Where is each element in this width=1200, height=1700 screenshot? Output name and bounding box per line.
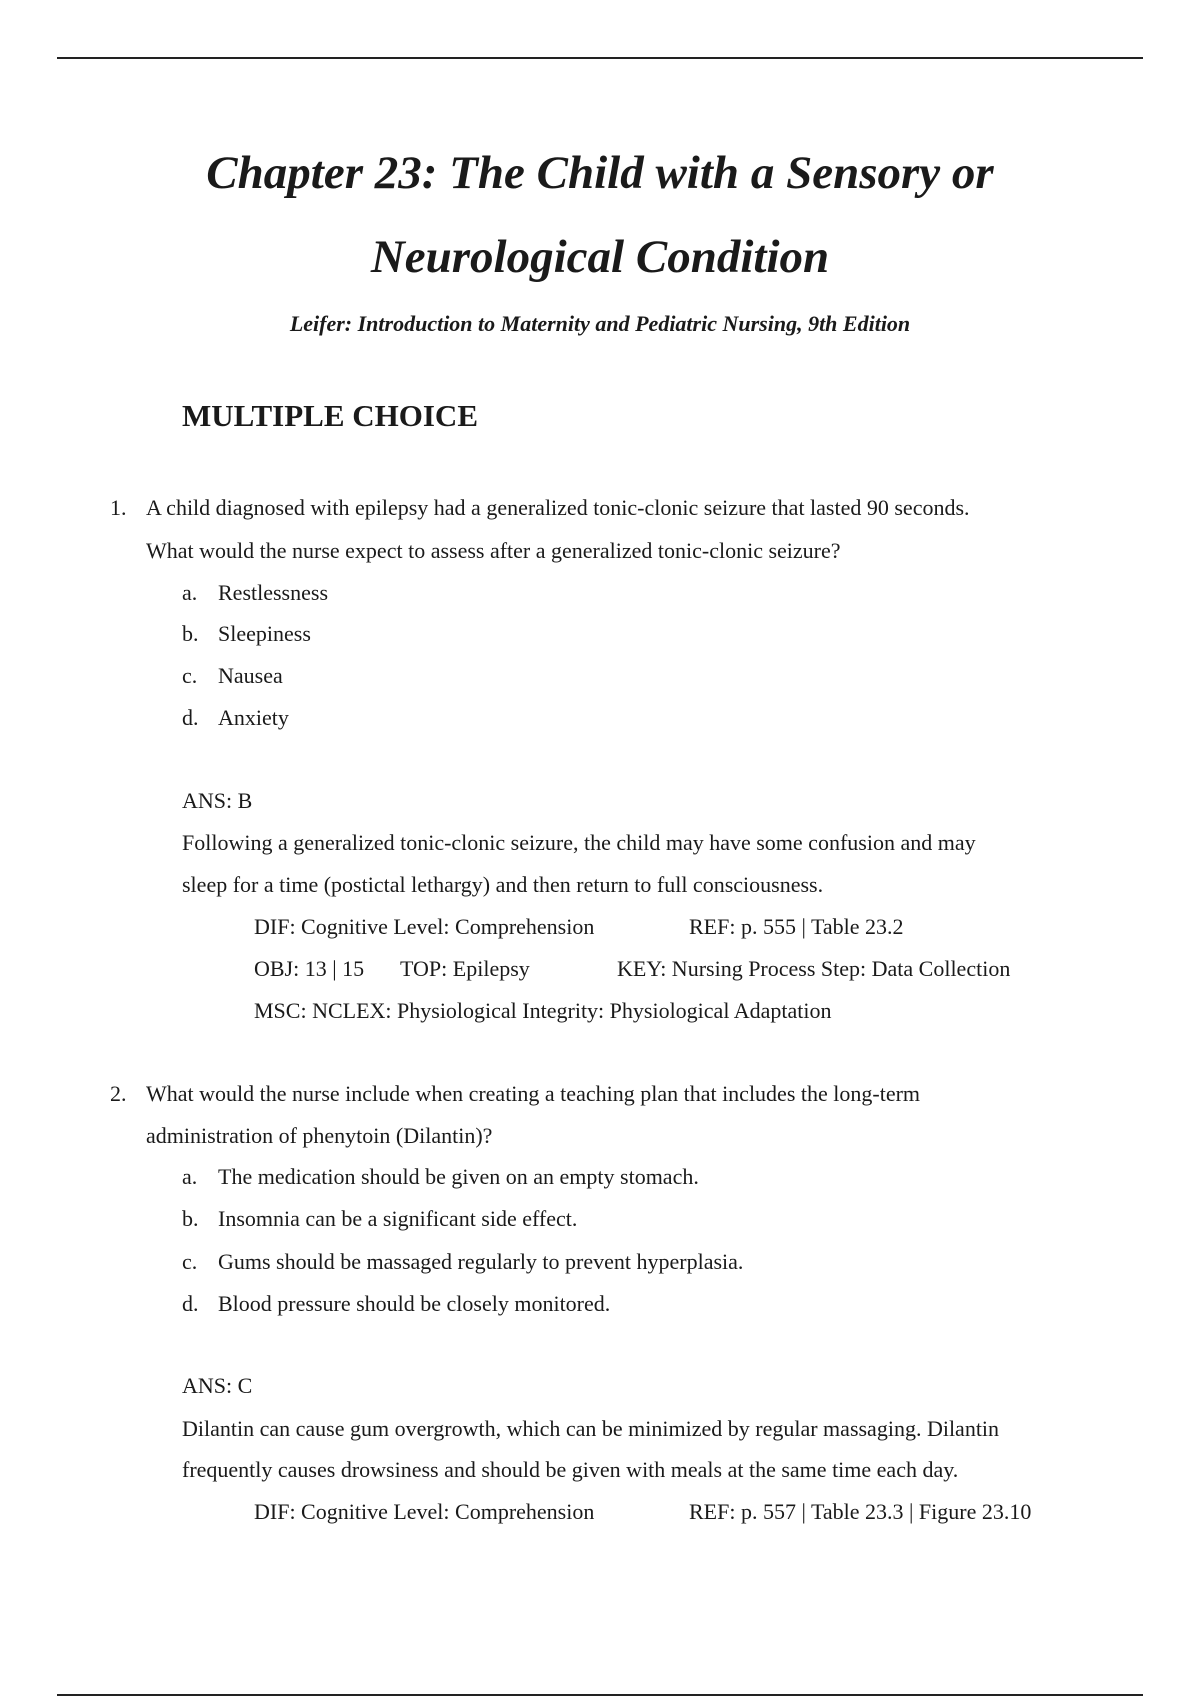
rationale: Dilantin can cause gum overgrowth, which can be minimized by regular massaging. Dilantin — [182, 1416, 1000, 1441]
meta-key: KEY: Nursing Process Step: Data Collection — [617, 956, 1011, 981]
option-letter: b. — [182, 621, 199, 646]
option-letter: b. — [182, 1206, 199, 1231]
rationale: Following a generalized tonic-clonic seizure, the child may have some confusion and may — [182, 830, 976, 855]
option-text: Sleepiness — [218, 621, 311, 646]
meta-obj: OBJ: 13 | 15 — [254, 956, 365, 981]
question-stem: A child diagnosed with epilepsy had a generalized tonic-clonic seizure that lasted 90 seconds. — [146, 495, 970, 520]
option-text: Restlessness — [218, 580, 328, 605]
question-stem: What would the nurse include when creating a teaching plan that includes the long-term — [146, 1081, 921, 1106]
option-text: The medication should be given on an empty stomach. — [218, 1164, 699, 1189]
option-letter: a. — [182, 580, 198, 605]
bottom-rule — [57, 1694, 1143, 1696]
option-text: Gums should be massaged regularly to prevent hyperplasia. — [218, 1249, 744, 1274]
option-letter: d. — [182, 1291, 199, 1316]
option-text: Anxiety — [218, 705, 289, 730]
answer-key: ANS: C — [182, 1373, 253, 1398]
question-number: 2. — [110, 1081, 127, 1106]
question-number: 1. — [110, 495, 127, 520]
option-letter: c. — [182, 663, 198, 688]
book-subtitle: Leifer: Introduction to Maternity and Pediatric Nursing, 9th Edition — [289, 311, 911, 336]
answer-key: ANS: B — [182, 788, 253, 813]
meta-top: TOP: Epilepsy — [400, 956, 530, 981]
rationale: frequently causes drowsiness and should be given with meals at the same time each day. — [182, 1457, 959, 1482]
meta-ref: REF: p. 557 | Table 23.3 | Figure 23.10 — [689, 1499, 1032, 1524]
rationale: sleep for a time (postictal lethargy) and then return to full consciousness. — [182, 872, 824, 897]
top-rule — [57, 57, 1143, 59]
question-stem: What would the nurse expect to assess after a generalized tonic-clonic seizure? — [146, 538, 841, 563]
meta-dif: DIF: Cognitive Level: Comprehension — [254, 1499, 595, 1524]
option-text: Nausea — [218, 663, 283, 688]
option-letter: d. — [182, 705, 199, 730]
meta-msc: MSC: NCLEX: Physiological Integrity: Physiological Adaptation — [254, 998, 832, 1023]
chapter-title-line-2: Neurological Condition — [370, 231, 830, 283]
meta-dif: DIF: Cognitive Level: Comprehension — [254, 914, 595, 939]
option-letter: a. — [182, 1164, 198, 1189]
option-text: Blood pressure should be closely monitored. — [218, 1291, 611, 1316]
option-letter: c. — [182, 1249, 198, 1274]
meta-ref: REF: p. 555 | Table 23.2 — [689, 914, 904, 939]
question-stem: administration of phenytoin (Dilantin)? — [146, 1123, 493, 1148]
chapter-title-line-1: Chapter 23: The Child with a Sensory or — [206, 147, 994, 199]
option-text: Insomnia can be a significant side effect. — [218, 1206, 578, 1231]
section-heading: MULTIPLE CHOICE — [182, 398, 478, 433]
